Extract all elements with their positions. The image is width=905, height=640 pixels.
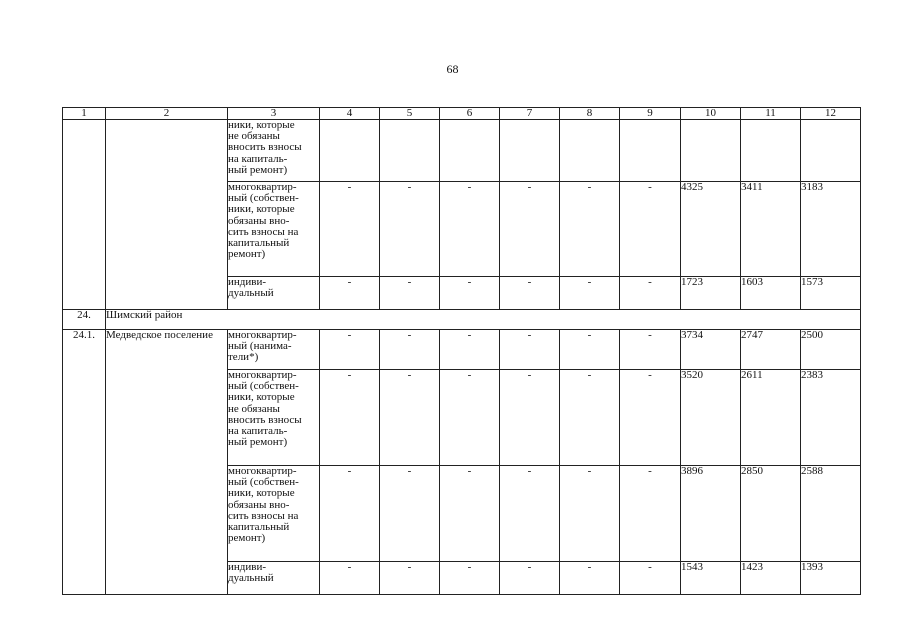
value-cell: - [320, 466, 380, 562]
column-header-10: 10 [681, 108, 741, 120]
column-header-12: 12 [801, 108, 861, 120]
value-cell: - [500, 182, 560, 277]
housing-type-cell: индиви- дуальный [228, 562, 320, 595]
value-cell [741, 120, 801, 182]
value-cell: - [440, 330, 500, 370]
value-cell: 1723 [681, 277, 741, 310]
value-cell: - [440, 466, 500, 562]
table-row [63, 120, 861, 182]
column-header-3: 3 [228, 108, 320, 120]
tariff-table [62, 107, 861, 595]
value-cell: 3896 [681, 466, 741, 562]
column-header-9: 9 [620, 108, 681, 120]
value-cell: - [380, 330, 440, 370]
value-cell: - [620, 562, 681, 595]
housing-type-cell: многоквартир- ный (собствен- ники, которые не обязаны вносить взносы на капиталь- ный ремонт) [228, 370, 320, 466]
value-cell: 2747 [741, 330, 801, 370]
column-header-11: 11 [741, 108, 801, 120]
column-header-2: 2 [106, 108, 228, 120]
value-cell [320, 120, 380, 182]
value-cell: 2850 [741, 466, 801, 562]
header-row [63, 108, 861, 120]
housing-type-cell: многоквартир- ный (нанима- тели*) [228, 330, 320, 370]
value-cell: - [500, 370, 560, 466]
value-cell: 2500 [801, 330, 861, 370]
section-row [63, 310, 861, 330]
value-cell: 3183 [801, 182, 861, 277]
value-cell: - [320, 277, 380, 310]
value-cell: 2588 [801, 466, 861, 562]
value-cell: - [560, 370, 620, 466]
value-cell: - [320, 330, 380, 370]
value-cell [560, 120, 620, 182]
value-cell [681, 120, 741, 182]
page-number: 68 [446, 62, 459, 76]
value-cell: 3520 [681, 370, 741, 466]
table-row [63, 330, 861, 370]
column-header-1: 1 [63, 108, 106, 120]
value-cell: - [440, 182, 500, 277]
column-header-7: 7 [500, 108, 560, 120]
value-cell: - [500, 562, 560, 595]
value-cell: 2611 [741, 370, 801, 466]
value-cell: 1393 [801, 562, 861, 595]
value-cell: - [380, 370, 440, 466]
column-header-8: 8 [560, 108, 620, 120]
value-cell: - [560, 330, 620, 370]
value-cell: - [440, 277, 500, 310]
value-cell [620, 120, 681, 182]
row-number-cell [63, 120, 106, 310]
value-cell: 1573 [801, 277, 861, 310]
value-cell: - [560, 562, 620, 595]
housing-type-cell: многоквартир- ный (собствен- ники, которые обязаны вно- сить взносы на капитальный ремонт) [228, 182, 320, 277]
value-cell: - [620, 277, 681, 310]
value-cell: - [320, 370, 380, 466]
section-number: 24. [63, 310, 106, 330]
column-header-4: 4 [320, 108, 380, 120]
value-cell: 2383 [801, 370, 861, 466]
housing-type-cell: многоквартир- ный (собствен- ники, которые обязаны вно- сить взносы на капитальный ремонт) [228, 466, 320, 562]
value-cell: 4325 [681, 182, 741, 277]
value-cell: - [620, 330, 681, 370]
column-header-5: 5 [380, 108, 440, 120]
value-cell: - [380, 562, 440, 595]
value-cell: - [500, 277, 560, 310]
value-cell [500, 120, 560, 182]
settlement-name: Медведское поселение [106, 330, 228, 595]
value-cell: - [620, 182, 681, 277]
value-cell: 1543 [681, 562, 741, 595]
value-cell: - [440, 370, 500, 466]
value-cell: - [500, 330, 560, 370]
value-cell: 1603 [741, 277, 801, 310]
value-cell [440, 120, 500, 182]
value-cell: 3734 [681, 330, 741, 370]
value-cell: 3411 [741, 182, 801, 277]
value-cell: - [620, 370, 681, 466]
value-cell: - [500, 466, 560, 562]
value-cell: - [620, 466, 681, 562]
value-cell: - [380, 466, 440, 562]
value-cell: - [320, 562, 380, 595]
value-cell: 1423 [741, 562, 801, 595]
value-cell: - [560, 277, 620, 310]
column-header-6: 6 [440, 108, 500, 120]
housing-type-cell: индиви- дуальный [228, 277, 320, 310]
section-title: Шимский район [106, 310, 861, 330]
value-cell: - [440, 562, 500, 595]
value-cell [801, 120, 861, 182]
value-cell: - [560, 466, 620, 562]
settlement-cell [106, 120, 228, 310]
subsection-number: 24.1. [63, 330, 106, 595]
value-cell: - [560, 182, 620, 277]
value-cell: - [380, 182, 440, 277]
value-cell [380, 120, 440, 182]
housing-type-cell: ники, которые не обязаны вносить взносы на капиталь- ный ремонт) [228, 120, 320, 182]
value-cell: - [380, 277, 440, 310]
value-cell: - [320, 182, 380, 277]
